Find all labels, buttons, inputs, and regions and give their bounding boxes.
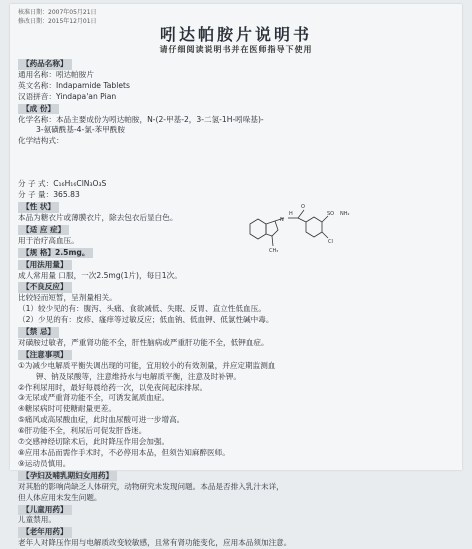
chlorobenzene-ring bbox=[306, 217, 322, 237]
caution-4: ④糖尿病时可使糖耐量更差。 bbox=[18, 404, 116, 414]
molecular-formula: 分 子 式：C₁₆H₁₆ClN₃O₃S bbox=[18, 179, 107, 189]
caution-8: ⑧应用本品而需作手术时，不必停用本品，但须告知麻醉医师。 bbox=[18, 448, 230, 457]
children-text: 儿童禁用。 bbox=[18, 515, 56, 525]
caution-6: ⑥肝功能不全，利尿后可促发肝昏迷。 bbox=[18, 426, 147, 436]
contraindication-text: 对磺胺过敏者，严重肾功能不全，肝性脑病或严重肝功能不全，低钾血症。 bbox=[18, 337, 269, 347]
indoline-five-ring bbox=[266, 221, 278, 236]
aryl-bond bbox=[298, 218, 306, 222]
caution-3: ③无尿或严重肾功能不全，可诱发氮质血症。 bbox=[18, 393, 170, 403]
indoline-benzene-ring bbox=[250, 219, 266, 239]
label-nh2: NH₂ bbox=[340, 211, 350, 217]
section-composition: 【成 份】 bbox=[18, 104, 59, 115]
chemical-structure bbox=[242, 194, 362, 264]
caution-2: ②作利尿用时，最好每晨给药一次，以免夜间起床排尿。 bbox=[18, 382, 208, 392]
molecular-weight: 分 子 量：365.83 bbox=[18, 190, 80, 200]
adverse-line-1: 比较轻而短暂，呈剂量相关。 bbox=[18, 293, 117, 303]
pregnancy-line-2: 但人体应用未发生问题。 bbox=[18, 492, 102, 502]
approved-date: 核准日期：2007年05月21日 bbox=[18, 9, 97, 16]
leaflet-sheet bbox=[10, 4, 462, 548]
label-h: H bbox=[289, 211, 293, 217]
section-spec: 【规 格】2.5mg。 bbox=[18, 248, 93, 259]
section-elderly: 【老年用药】 bbox=[18, 527, 72, 538]
label-o: O bbox=[301, 204, 305, 210]
section-name: 【药品名称】 bbox=[18, 59, 72, 70]
carbonyl-bond bbox=[298, 210, 304, 218]
chemical-name-cont: 3-氨磺酰基-4-氯-苯甲酰胺 bbox=[36, 125, 125, 135]
document-title: 吲达帕胺片说明书 bbox=[159, 25, 312, 44]
character-text: 本品为糖衣片或薄膜衣片，除去包衣后显白色。 bbox=[18, 212, 178, 222]
label-so2: SO bbox=[327, 211, 335, 217]
label-cl: Cl bbox=[328, 239, 333, 245]
chloro-bond bbox=[322, 232, 328, 238]
structure-spacer bbox=[18, 147, 454, 179]
caution-1: ①为减少电解质平衡失调出现的可能，宜用较小的有效剂量，并应定期监测血 bbox=[18, 360, 276, 370]
leaflet-body bbox=[18, 58, 454, 549]
section-dosage: 【用法用量】 bbox=[18, 260, 72, 271]
section-adverse: 【不良反应】 bbox=[18, 282, 72, 293]
caution-1-cont: 钾、钠及尿酸等，注意维持水与电解质平衡，注意及时补钾。 bbox=[36, 371, 242, 381]
chemical-name: 化学名称：本品主要成份为吲达帕胺，N-(2-甲基-2，3-二氢-1H-吲哚基)- bbox=[18, 114, 264, 124]
adverse-line-2: （1）较少见的有：腹泻、头痛、食欲减低、失眠、反胃、直立性低血压。 bbox=[18, 304, 266, 314]
section-caution: 【注意事项】 bbox=[18, 350, 72, 361]
adverse-line-3: （2）少见的有：皮疹、瘙痒等过敏反应；低血钠、低血钾、低氯性碱中毒。 bbox=[18, 315, 274, 325]
structure-label: 化学结构式： bbox=[18, 136, 64, 146]
elderly-text: 老年人对降压作用与电解质改变较敏感，且常有肾功能变化，应用本品须加注意。 bbox=[18, 538, 292, 548]
document-subtitle: 请仔细阅读说明书并在医师指导下使用 bbox=[159, 45, 313, 54]
label-ch3: CH₃ bbox=[269, 248, 279, 254]
pinyin-name: 汉语拼音：Yindapa'an Pian bbox=[18, 91, 117, 101]
caution-9: ⑨运动员慎用。 bbox=[18, 458, 71, 468]
revised-date: 修改日期：2015年12月01日 bbox=[18, 18, 97, 25]
generic-name: 通用名称：吲达帕胺片 bbox=[18, 69, 94, 79]
methyl-bond bbox=[272, 236, 273, 246]
label-n1: N bbox=[280, 217, 284, 223]
section-children: 【儿童用药】 bbox=[18, 505, 72, 516]
section-indication: 【适 应 症】 bbox=[18, 225, 69, 236]
english-name: 英文名称：Indapamide Tablets bbox=[18, 80, 130, 90]
dosage-text: 成人常用量 口服，一次2.5mg(1片)，每日1次。 bbox=[18, 270, 182, 280]
caution-7: ⑦交感神经切除术后，此时降压作用会加强。 bbox=[18, 437, 170, 447]
pregnancy-line-1: 对其胎的影响尚缺乏人体研究，动物研究未发现问题。本品是否排入乳汁未详， bbox=[18, 481, 284, 491]
indication-text: 用于治疗高血压。 bbox=[18, 235, 79, 245]
indapamide-structure-diagram bbox=[242, 194, 362, 264]
caution-5: ⑤痛风或高尿酸血症，此时血尿酸可进一步增高。 bbox=[18, 415, 185, 425]
section-contraindication: 【禁 忌】 bbox=[18, 327, 59, 338]
section-character: 【性 状】 bbox=[18, 202, 59, 213]
section-pregnancy: 【孕妇及哺乳期妇女用药】 bbox=[18, 471, 117, 482]
